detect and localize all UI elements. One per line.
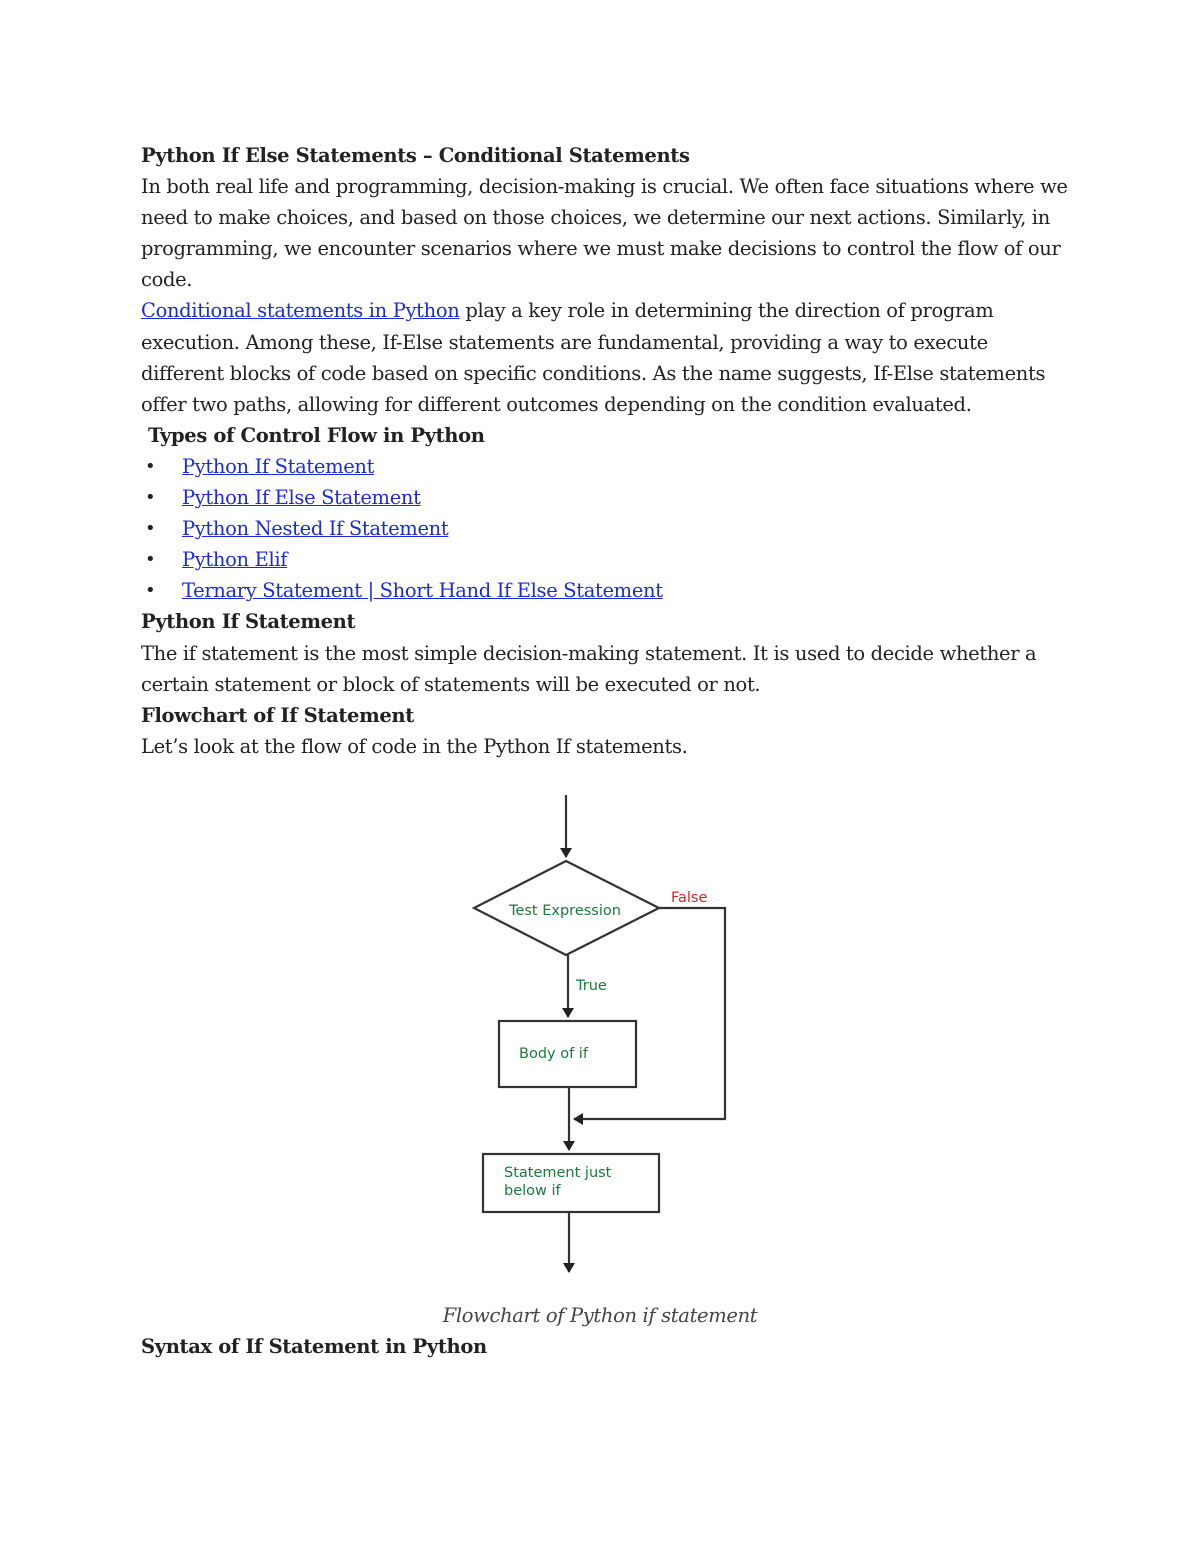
paragraph2-line: offer two paths, allowing for different outcomes depending on the condition evaluated. (141, 392, 972, 416)
paragraph2-line: different blocks of code based on specific conditions. As the name suggests, If-Else statements (141, 361, 1046, 385)
paragraph2-line: execution. Among these, If-Else statements are fundamental, providing a way to execute (141, 330, 988, 354)
syntax-heading: Syntax of If Statement in Python (141, 1335, 487, 1358)
body-label: Body of if (519, 1046, 588, 1062)
false-path (574, 908, 725, 1119)
paragraph2-line1-rest: play a key role in determining the direction of program (459, 299, 994, 323)
body-box (499, 1021, 636, 1087)
figure-caption: Flowchart of Python if statement (442, 1304, 758, 1327)
flowchart-heading: Flowchart of If Statement (141, 703, 414, 727)
bullet-icon: • (145, 518, 156, 540)
link-python-nested-if-statement[interactable]: Python Nested If Statement (182, 517, 449, 541)
false-label: False (671, 890, 708, 906)
document-body (141, 140, 1071, 762)
paragraph2-line (141, 295, 1071, 326)
list-item (141, 513, 1071, 544)
statement-box (483, 1154, 659, 1212)
page-title: Python If Else Statements – Conditional Statements (141, 144, 690, 167)
bullet-icon: • (145, 549, 156, 571)
link-ternary-statement[interactable]: Ternary Statement | Short Hand If Else Statement (182, 579, 663, 603)
intro-line: programming, we encounter scenarios where we must make decisions to control the flow of our (141, 237, 1061, 261)
statement-label-line1: Statement just (504, 1165, 612, 1181)
link-python-elif[interactable]: Python Elif (182, 548, 288, 572)
list-item (141, 544, 1071, 575)
link-python-if-else-statement[interactable]: Python If Else Statement (182, 486, 421, 510)
types-heading: Types of Control Flow in Python (148, 423, 485, 447)
conditional-statements-link[interactable]: Conditional statements in Python (141, 299, 460, 323)
statement-label-line2: below if (504, 1183, 561, 1199)
bullet-icon: • (145, 455, 156, 477)
link-python-if-statement[interactable]: Python If Statement (182, 454, 375, 478)
bullet-icon: • (145, 487, 156, 509)
types-list (141, 451, 1071, 606)
list-item (141, 451, 1071, 482)
list-item (141, 482, 1071, 513)
true-label: True (576, 978, 607, 994)
list-item (141, 575, 1071, 606)
if-statement-text: certain statement or block of statements will be executed or not. (141, 672, 761, 696)
decision-label: Test Expression (509, 903, 621, 919)
if-statement-heading: Python If Statement (141, 610, 356, 634)
flowchart-intro: Let’s look at the flow of code in the Python If statements. (141, 734, 688, 758)
intro-line: code. (141, 268, 193, 292)
bullet-icon: • (145, 580, 156, 602)
decision-diamond (474, 861, 659, 955)
intro-line: need to make choices, and based on those choices, we determine our next actions. Similarly, in (141, 206, 1050, 230)
intro-line: In both real life and programming, decision-making is crucial. We often face situations where we (141, 175, 1068, 199)
if-statement-text: The if statement is the most simple decision-making statement. It is used to decide whether a (141, 641, 1037, 665)
